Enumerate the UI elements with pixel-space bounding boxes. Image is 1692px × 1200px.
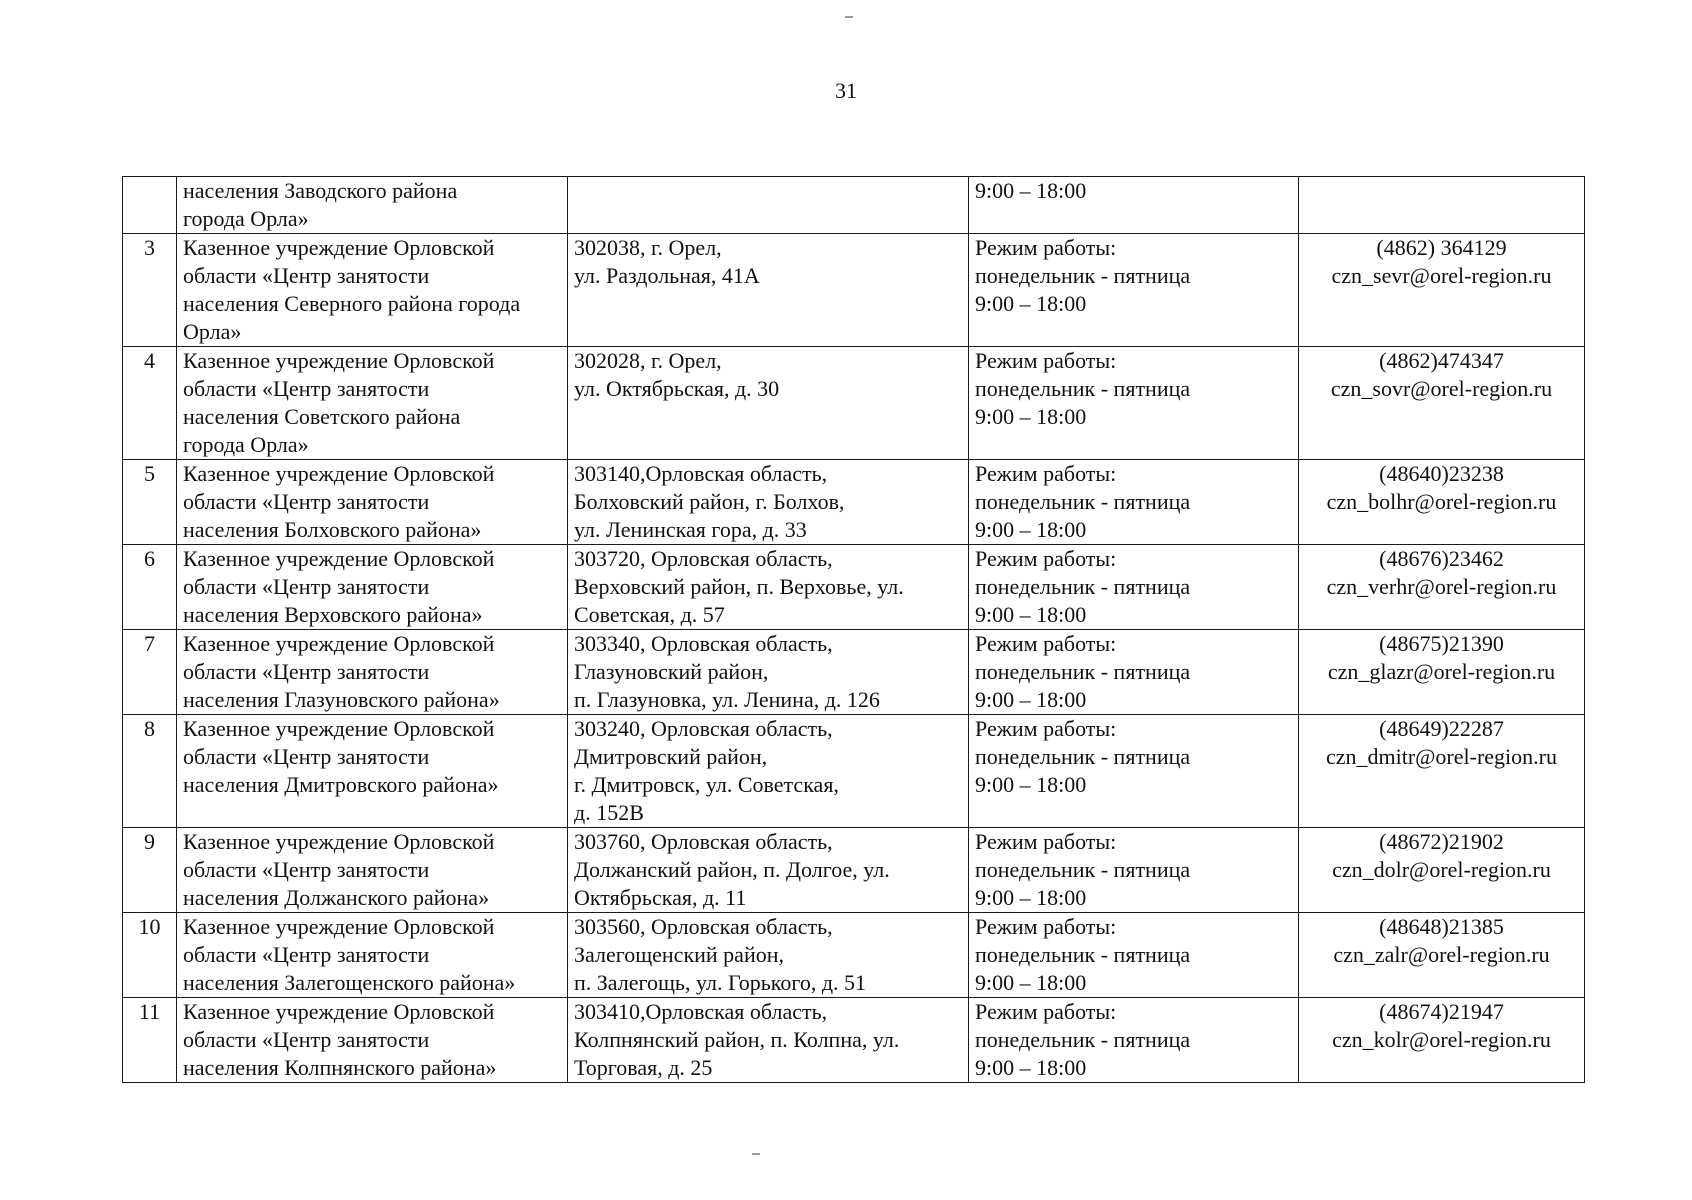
row-number-cell [123, 545, 177, 630]
row-number-cell [123, 715, 177, 828]
employment-centers-table [122, 176, 1585, 1083]
institution-name-cell [177, 715, 568, 828]
address-line: 303720, Орловская область, [574, 546, 833, 571]
table-body [123, 177, 1585, 1083]
schedule-line: Режим работы: [975, 461, 1117, 486]
address-line: 302028, г. Орел, [574, 348, 722, 373]
row-number: 8 [144, 716, 155, 741]
schedule-line: понедельник - пятница [975, 263, 1191, 288]
phone-number: (4862) 364129 [1376, 235, 1507, 260]
name-line: Казенное учреждение Орловской [183, 716, 495, 741]
row-number-cell [123, 234, 177, 347]
name-line: Казенное учреждение Орловской [183, 999, 495, 1024]
address-line: Торговая, д. 25 [574, 1055, 713, 1080]
table-row [123, 715, 1585, 828]
name-line: города Орла» [183, 432, 309, 457]
address-line: Дмитровский район, [574, 744, 768, 769]
address-cell [568, 545, 969, 630]
name-line: Казенное учреждение Орловской [183, 631, 495, 656]
address-line: ул. Октябрьская, д. 30 [574, 376, 780, 401]
schedule-line: 9:00 – 18:00 [975, 1055, 1087, 1080]
schedule-line: 9:00 – 18:00 [975, 517, 1087, 542]
institution-name-cell [177, 828, 568, 913]
contact-cell [1299, 828, 1585, 913]
schedule-line: Режим работы: [975, 829, 1117, 854]
email-address: czn_sovr@orel-region.ru [1330, 376, 1553, 401]
schedule-cell [969, 177, 1299, 234]
institution-name-cell [177, 545, 568, 630]
scan-speck [845, 16, 853, 18]
table-row [123, 460, 1585, 545]
schedule-line: понедельник - пятница [975, 744, 1191, 769]
row-number: 11 [138, 999, 161, 1024]
row-number-cell [123, 347, 177, 460]
name-line: населения Должанского района» [183, 885, 490, 910]
schedule-cell [969, 828, 1299, 913]
schedule-line: понедельник - пятница [975, 942, 1191, 967]
schedule-line: 9:00 – 18:00 [975, 178, 1087, 203]
address-line: 303240, Орловская область, [574, 716, 833, 741]
email-address: czn_sevr@orel-region.ru [1331, 263, 1552, 288]
row-number: 9 [144, 829, 155, 854]
row-number-cell [123, 828, 177, 913]
row-number: 3 [144, 235, 155, 260]
address-line: 302038, г. Орел, [574, 235, 722, 260]
table-row [123, 630, 1585, 715]
institution-name-cell [177, 913, 568, 998]
schedule-line: 9:00 – 18:00 [975, 602, 1087, 627]
page-number: 31 [835, 78, 857, 103]
table-row [123, 828, 1585, 913]
name-line: населения Заводского района [183, 178, 458, 203]
schedule-cell [969, 347, 1299, 460]
name-line: населения Дмитровского района» [183, 772, 499, 797]
address-line: Должанский район, п. Долгое, ул. [574, 857, 890, 882]
contact-cell [1299, 177, 1585, 234]
schedule-line: Режим работы: [975, 631, 1117, 656]
institution-name-cell [177, 460, 568, 545]
phone-number: (48676)23462 [1379, 546, 1504, 571]
schedule-cell [969, 715, 1299, 828]
schedule-line: 9:00 – 18:00 [975, 687, 1087, 712]
name-line: населения Глазуновского района» [183, 687, 500, 712]
name-line: области «Центр занятости [183, 1027, 430, 1052]
row-number: 7 [144, 631, 155, 656]
schedule-line: понедельник - пятница [975, 376, 1191, 401]
institution-name-cell [177, 347, 568, 460]
email-address: czn_dmitr@orel-region.ru [1325, 744, 1557, 769]
address-line: г. Дмитровск, ул. Советская, [574, 772, 839, 797]
address-line: ул. Раздольная, 41А [574, 263, 760, 288]
name-line: Казенное учреждение Орловской [183, 461, 495, 486]
name-line: области «Центр занятости [183, 574, 430, 599]
address-cell [568, 913, 969, 998]
schedule-cell [969, 998, 1299, 1083]
schedule-line: 9:00 – 18:00 [975, 885, 1087, 910]
schedule-line: 9:00 – 18:00 [975, 291, 1087, 316]
address-line: Глазуновский район, [574, 659, 769, 684]
table-row [123, 545, 1585, 630]
schedule-line: Режим работы: [975, 235, 1117, 260]
address-line: Верховский район, п. Верховье, ул. [574, 574, 904, 599]
row-number-cell [123, 913, 177, 998]
schedule-line: 9:00 – 18:00 [975, 970, 1087, 995]
name-line: населения Советского района [183, 404, 461, 429]
row-number-cell [123, 460, 177, 545]
name-line: Казенное учреждение Орловской [183, 348, 495, 373]
schedule-cell [969, 545, 1299, 630]
contact-cell [1299, 460, 1585, 545]
contact-cell [1299, 347, 1585, 460]
address-line: д. 152В [574, 800, 644, 825]
name-line: области «Центр занятости [183, 659, 430, 684]
row-number: 5 [144, 461, 155, 486]
row-number: 6 [144, 546, 155, 571]
name-line: области «Центр занятости [183, 376, 430, 401]
contact-cell [1299, 234, 1585, 347]
schedule-line: понедельник - пятница [975, 659, 1191, 684]
schedule-line: Режим работы: [975, 914, 1117, 939]
phone-number: (48675)21390 [1379, 631, 1504, 656]
row-number: 10 [138, 914, 161, 939]
name-line: Казенное учреждение Орловской [183, 235, 495, 260]
name-line: области «Центр занятости [183, 263, 430, 288]
contact-cell [1299, 630, 1585, 715]
address-cell [568, 630, 969, 715]
address-line: Болховский район, г. Болхов, [574, 489, 845, 514]
name-line: населения Северного района города [183, 291, 521, 316]
address-cell [568, 998, 969, 1083]
name-line: Орла» [183, 319, 242, 344]
address-cell [568, 828, 969, 913]
row-number-cell [123, 998, 177, 1083]
schedule-line: понедельник - пятница [975, 574, 1191, 599]
schedule-line: понедельник - пятница [975, 489, 1191, 514]
schedule-cell [969, 630, 1299, 715]
address-line: Октябрьская, д. 11 [574, 885, 747, 910]
schedule-line: Режим работы: [975, 546, 1117, 571]
address-cell [568, 234, 969, 347]
table-row [123, 347, 1585, 460]
name-line: населения Залегощенского района» [183, 970, 516, 995]
address-line: п. Глазуновка, ул. Ленина, д. 126 [574, 687, 880, 712]
address-line: 303340, Орловская область, [574, 631, 833, 656]
email-address: czn_dolr@orel-region.ru [1332, 857, 1551, 882]
name-line: населения Болховского района» [183, 517, 482, 542]
name-line: области «Центр занятости [183, 942, 430, 967]
name-line: населения Верховского района» [183, 602, 483, 627]
schedule-cell [969, 913, 1299, 998]
institution-name-cell [177, 177, 568, 234]
phone-number: (48640)23238 [1379, 461, 1504, 486]
phone-number: (48672)21902 [1379, 829, 1504, 854]
table-row [123, 913, 1585, 998]
email-address: czn_kolr@orel-region.ru [1332, 1027, 1551, 1052]
address-cell [568, 177, 969, 234]
institution-name-cell [177, 998, 568, 1083]
address-line: 303560, Орловская область, [574, 914, 833, 939]
name-line: Казенное учреждение Орловской [183, 546, 495, 571]
schedule-line: 9:00 – 18:00 [975, 772, 1087, 797]
schedule-line: Режим работы: [975, 716, 1117, 741]
row-number-cell [123, 630, 177, 715]
name-line: населения Колпнянского района» [183, 1055, 497, 1080]
name-line: Казенное учреждение Орловской [183, 914, 495, 939]
name-line: области «Центр занятости [183, 857, 430, 882]
contact-cell [1299, 715, 1585, 828]
address-line: Залегощенский район, [574, 942, 784, 967]
address-line: ул. Ленинская гора, д. 33 [574, 517, 807, 542]
name-line: области «Центр занятости [183, 744, 430, 769]
contact-cell [1299, 998, 1585, 1083]
institution-name-cell [177, 234, 568, 347]
name-line: города Орла» [183, 206, 309, 231]
name-line: Казенное учреждение Орловской [183, 829, 495, 854]
schedule-line: Режим работы: [975, 999, 1117, 1024]
address-cell [568, 347, 969, 460]
scan-speck [752, 1153, 760, 1155]
address-cell [568, 715, 969, 828]
schedule-line: Режим работы: [975, 348, 1117, 373]
schedule-line: понедельник - пятница [975, 857, 1191, 882]
row-number-cell [123, 177, 177, 234]
email-address: czn_zalr@orel-region.ru [1333, 942, 1550, 967]
address-line: 303410,Орловская область, [574, 999, 828, 1024]
address-line: п. Залегощь, ул. Горького, д. 51 [574, 970, 867, 995]
schedule-line: понедельник - пятница [975, 1027, 1191, 1052]
schedule-cell [969, 460, 1299, 545]
address-line: 303760, Орловская область, [574, 829, 833, 854]
table-row [123, 234, 1585, 347]
table-row [123, 177, 1585, 234]
email-address: czn_bolhr@orel-region.ru [1326, 489, 1557, 514]
contact-cell [1299, 913, 1585, 998]
contact-cell [1299, 545, 1585, 630]
row-number: 4 [144, 348, 155, 373]
phone-number: (48674)21947 [1379, 999, 1504, 1024]
phone-number: (48649)22287 [1379, 716, 1504, 741]
table-row [123, 998, 1585, 1083]
email-address: czn_glazr@orel-region.ru [1327, 659, 1556, 684]
address-cell [568, 460, 969, 545]
address-line: Советская, д. 57 [574, 602, 725, 627]
schedule-line: 9:00 – 18:00 [975, 404, 1087, 429]
address-line: Колпнянский район, п. Колпна, ул. [574, 1027, 900, 1052]
phone-number: (48648)21385 [1379, 914, 1504, 939]
schedule-cell [969, 234, 1299, 347]
email-address: czn_verhr@orel-region.ru [1326, 574, 1557, 599]
institution-name-cell [177, 630, 568, 715]
address-line: 303140,Орловская область, [574, 461, 828, 486]
phone-number: (4862)474347 [1379, 348, 1504, 373]
name-line: области «Центр занятости [183, 489, 430, 514]
